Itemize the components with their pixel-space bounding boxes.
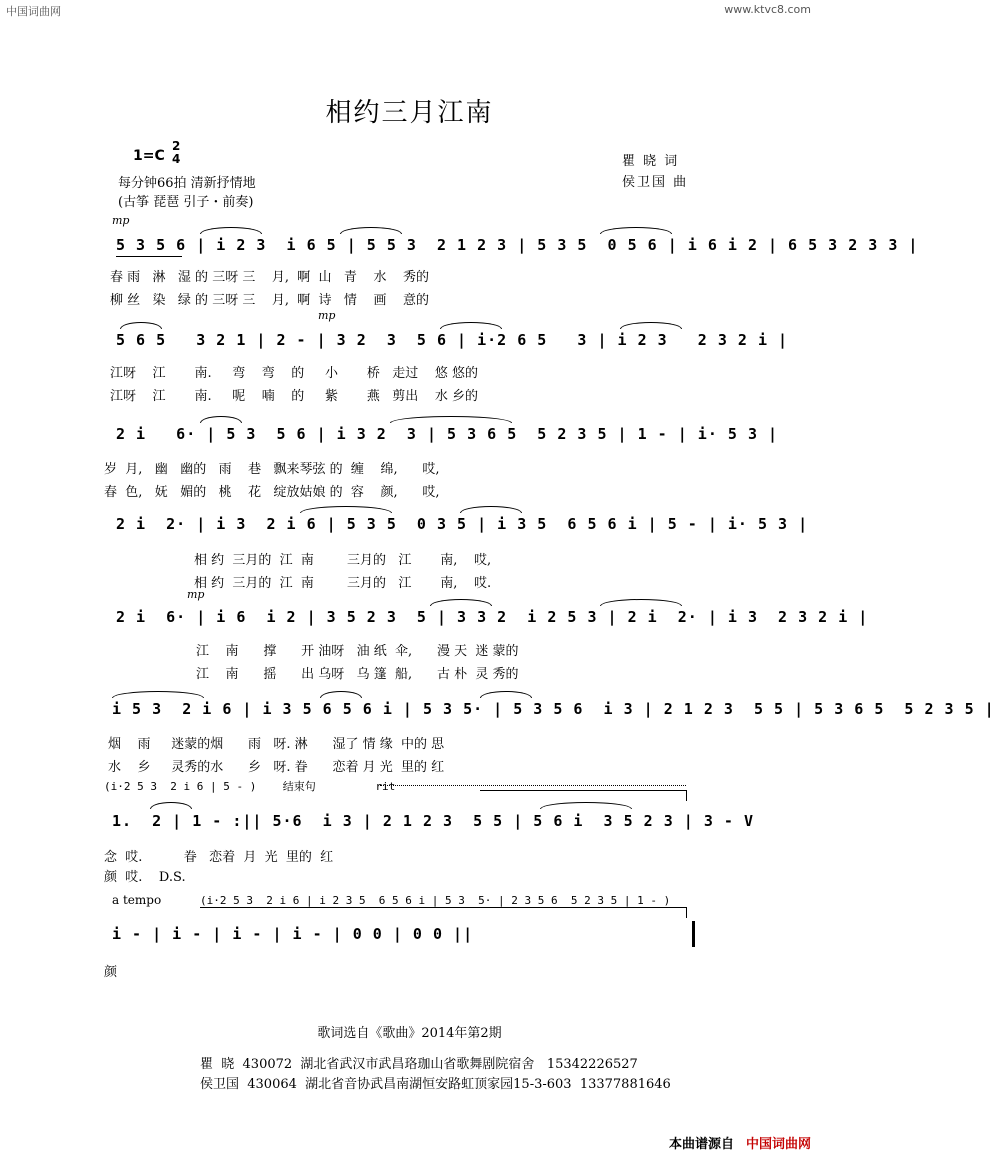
slur bbox=[460, 506, 522, 513]
lyric-line-1: 烟 雨 迷蒙的烟 雨 呀. 淋 湿了 情 缘 中的 思 bbox=[108, 737, 445, 752]
dynamic-mark: mp bbox=[112, 214, 130, 227]
intro-note: (古筝 琵琶 引子・前奏) bbox=[118, 195, 254, 210]
slur bbox=[200, 416, 242, 423]
lyric-line-1: 江 南 撑 开 油呀 油 纸 伞, 漫 天 迷 蒙的 bbox=[196, 644, 519, 659]
credit-prefix: 本曲谱源自 bbox=[668, 1137, 734, 1152]
slur bbox=[112, 691, 204, 698]
page-footer-credit bbox=[669, 1133, 811, 1152]
slur bbox=[440, 322, 502, 329]
notation-line: i - | i - | i - | i - | 0 0 | 0 0 || bbox=[112, 925, 474, 943]
address-line-2: 侯卫国 430064 湖北省音协武昌南湖恒安路虹顶家园15-3-603 13377881646 bbox=[200, 1077, 671, 1092]
slur bbox=[390, 416, 512, 423]
lyric-line-2: 颜 哎. D.S. bbox=[104, 870, 186, 885]
slur bbox=[600, 227, 672, 234]
slur bbox=[120, 322, 162, 329]
lyric-line-1: 念 哎. 眷 恋着 月 光 里的 红 bbox=[104, 850, 334, 865]
slur bbox=[600, 599, 682, 606]
tempo-mark: a tempo bbox=[112, 893, 162, 907]
time-bottom: 4 bbox=[172, 152, 181, 166]
song-title: 相约三月江南 bbox=[325, 98, 494, 128]
lyric-line-2: 柳 丝 染 绿 的 三呀 三 月, 啊 诗 情 画 意的 bbox=[110, 293, 429, 308]
lyric-line-2: 相 约 三月的 江 南 三月的 江 南, 哎. bbox=[194, 576, 492, 591]
slur bbox=[200, 227, 262, 234]
interlude-line: (i·2 5 3 2 i 6 | 5 - ) 结束句 rit bbox=[104, 780, 396, 793]
lyric-line-1: 春 雨 淋 湿 的 三呀 三 月, 啊 山 青 水 秀的 bbox=[110, 270, 429, 285]
notation-line: i 5 3 2 i 6 | i 3 5 6 5 6 i | 5 3 5· | 5 3 5 6 i 3 | 2 1 2 3 5 5 | 5 3 6 5 5 2 3 5 | bbox=[112, 700, 995, 718]
lyric-line-1: 岁 月, 幽 幽的 雨 巷 飘来琴弦 的 缠 绵, 哎, bbox=[104, 462, 440, 477]
slur bbox=[430, 599, 492, 606]
site-header-right: www.ktvc8.com bbox=[724, 3, 811, 16]
notation-line: 1. 2 | 1 - :|| 5·6 i 3 | 2 1 2 3 5 5 | 5 6 i 3 5 2 3 | 3 - V bbox=[112, 812, 754, 830]
key-signature: 1=C bbox=[133, 148, 165, 164]
slur bbox=[340, 227, 402, 234]
dynamic-mark: mp bbox=[318, 309, 336, 322]
lyric-line-2: 江 南 摇 出 乌呀 乌 篷 船, 古 朴 灵 秀的 bbox=[196, 667, 519, 682]
beam bbox=[116, 256, 182, 257]
tempo-marking: 每分钟66拍 清新抒情地 bbox=[118, 176, 256, 191]
site-header-left: 中国词曲网 bbox=[6, 5, 61, 18]
notation-line: 5 3 5 6 | i 2 3 i 6 5 | 5 5 3 2 1 2 3 | 5 3 5 0 5 6 | i 6 i 2 | 6 5 3 2 3 3 | bbox=[116, 236, 919, 254]
interlude-bracket bbox=[200, 907, 687, 918]
slur bbox=[150, 802, 192, 809]
slur bbox=[620, 322, 682, 329]
lyrics-source: 歌词选自《歌曲》2014年第2期 bbox=[317, 1026, 502, 1041]
address-line-1: 瞿 晓 430072 湖北省武汉市武昌珞珈山省歌舞剧院宿舍 15342226527 bbox=[200, 1057, 638, 1072]
interlude-line: (i·2 5 3 2 i 6 | i 2 3 5 6 5 6 i | 5 3 5· | 2 3 5 6 5 2 3 5 | 1 - ) bbox=[200, 894, 671, 907]
lyric-line-2: 水 乡 灵秀的水 乡 呀. 眷 恋着 月 光 里的 红 bbox=[108, 760, 445, 775]
rit-bracket bbox=[480, 790, 687, 801]
lyricist-credit: 瞿 晓 词 bbox=[622, 154, 680, 169]
time-top: 2 bbox=[172, 139, 181, 153]
slur bbox=[480, 691, 532, 698]
time-signature bbox=[172, 140, 180, 166]
notation-line: 2 i 6· | i 6 i 2 | 3 5 2 3 5 | 3 3 2 i 2 5 3 | 2 i 2· | i 3 2 3 2 i | bbox=[116, 608, 869, 626]
rit-dotted-line bbox=[380, 785, 686, 786]
lyric-line-2: 春 色, 妩 媚的 桃 花 绽放姑娘 的 容 颜, 哎, bbox=[104, 485, 440, 500]
notation-line: 5 6 5 3 2 1 | 2 - | 3 2 3 5 6 | i·2 6 5 3 | i 2 3 2 3 2 i | bbox=[116, 331, 789, 349]
slur bbox=[300, 506, 392, 513]
lyric-line-2: 江呀 江 南. 呢 喃 的 紫 燕 剪出 水 乡的 bbox=[110, 389, 478, 404]
notation-line: 2 i 6· | 5 3 5 6 | i 3 2 3 | 5 3 6 5 5 2 3 5 | 1 - | i· 5 3 | bbox=[116, 425, 779, 443]
slur bbox=[540, 802, 632, 809]
final-barline bbox=[692, 921, 695, 947]
site-brand[interactable]: 中国词曲网 bbox=[745, 1137, 811, 1152]
slur bbox=[320, 691, 362, 698]
lyric-line-1: 颜 bbox=[104, 965, 118, 980]
dynamic-mark: mp bbox=[187, 588, 205, 601]
notation-line: 2 i 2· | i 3 2 i 6 | 5 3 5 0 3 5 | i 3 5 6 5 6 i | 5 - | i· 5 3 | bbox=[116, 515, 809, 533]
composer-credit: 侯卫国 曲 bbox=[622, 175, 689, 190]
lyric-line-1: 相 约 三月的 江 南 三月的 江 南, 哎, bbox=[194, 553, 492, 568]
lyric-line-1: 江呀 江 南. 弯 弯 的 小 桥 走过 悠 悠的 bbox=[110, 366, 478, 381]
